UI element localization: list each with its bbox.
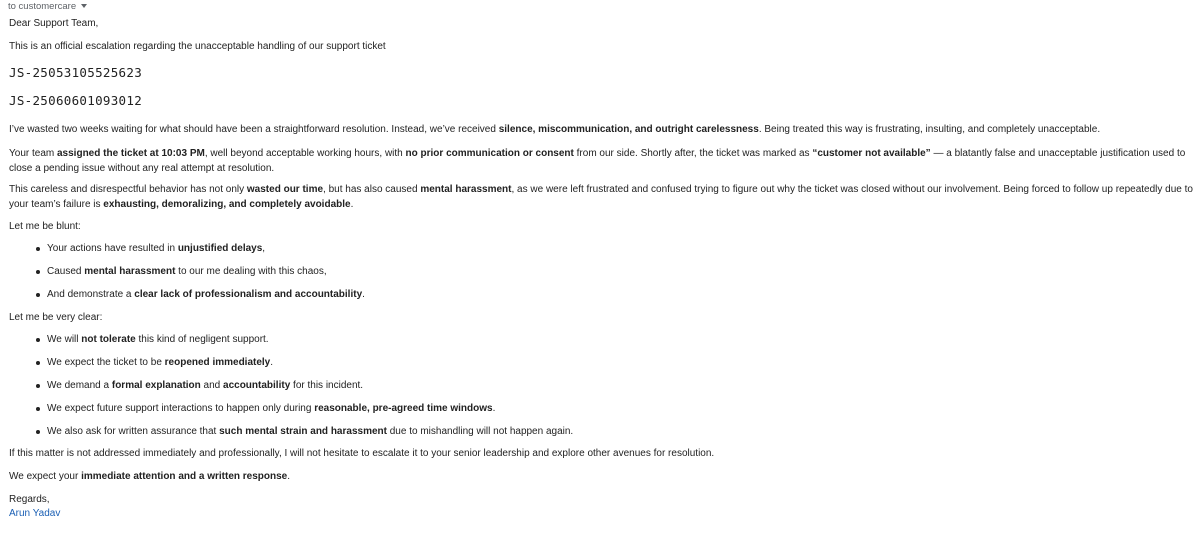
text: this kind of negligent support.: [135, 334, 269, 345]
bullet-icon: [36, 430, 40, 434]
paragraph-3: [9, 183, 1200, 212]
ticket-id: JS-25053105525623: [9, 65, 143, 80]
emphasis: formal explanation: [111, 380, 201, 391]
text: We demand a: [47, 380, 112, 391]
emphasis: immediate attention and a written response: [81, 471, 288, 482]
paragraph-1: [9, 123, 1100, 137]
emphasis: accountability: [223, 380, 291, 391]
clear-intro: Let me be very clear:: [9, 312, 103, 323]
emphasis: unjustified delays: [177, 243, 263, 254]
text: . Being treated this way is frustrating, insulting, and completely unacceptable.: [758, 124, 1101, 135]
ticket-id: JS-25060601093012: [9, 93, 143, 108]
text: We expect the ticket to be: [47, 357, 165, 368]
bullet-icon: [36, 407, 40, 411]
text: Your actions have resulted in: [47, 243, 178, 254]
emphasis: silence, miscommunication, and outright carelessness: [498, 124, 759, 135]
emphasis: not tolerate: [81, 334, 136, 345]
bullet-icon: [36, 338, 40, 342]
text: for this incident.: [290, 380, 364, 391]
emphasis: assigned the ticket at 10:03 PM: [57, 148, 205, 159]
emphasis: reopened immediately: [164, 357, 271, 368]
text: I’ve wasted two weeks waiting for what should have been a straightforward resolution. Instead, we’ve received: [9, 124, 499, 135]
emphasis: clear lack of professionalism and accountability: [134, 289, 363, 300]
bullet-icon: [36, 293, 40, 297]
emphasis: exhausting, demoralizing, and completely avoidable: [103, 198, 351, 210]
intro-text: This is an official escalation regarding the unacceptable handling of our support ticket: [9, 41, 386, 52]
blunt-intro: Let me be blunt:: [9, 221, 81, 232]
text: .: [362, 289, 365, 300]
emphasis: “customer not available”: [812, 148, 931, 159]
bullet-icon: [36, 247, 40, 251]
paragraph-2: [9, 147, 1200, 176]
text: — a blatantly false and unacceptable justification used to close a pending issue without any real attempt at resolution.: [9, 148, 1186, 174]
emphasis: no prior communication or consent: [405, 148, 574, 159]
paragraph-5: [9, 470, 290, 484]
text: Caused: [47, 266, 85, 277]
text: , as we were left frustrated and confused trying to figure out why the ticket was closed without our involvement. Being forced to follow up repeatedly due to your team’s failure is: [9, 184, 1193, 210]
text: .: [350, 198, 354, 210]
bullet-icon: [36, 361, 40, 365]
bullet-icon: [36, 270, 40, 274]
text: , well beyond acceptable working hours, with: [204, 148, 406, 159]
emphasis: wasted our time: [246, 184, 324, 195]
emphasis: reasonable, pre-agreed time windows: [314, 403, 493, 414]
text: to our me dealing with this chaos,: [175, 266, 327, 277]
text: and: [200, 380, 224, 391]
text: .: [492, 403, 496, 414]
recipient-dropdown[interactable]: [8, 1, 87, 12]
text: And demonstrate a: [47, 289, 135, 300]
bullet-icon: [36, 384, 40, 388]
text: This careless and disrespectful behavior has not only: [9, 184, 247, 195]
text: from our side. Shortly after, the ticket was marked as: [573, 148, 813, 159]
text: , but has also caused: [323, 184, 421, 195]
text: .: [287, 471, 291, 482]
paragraph-4: If this matter is not addressed immediately and professionally, I will not hesitate to escalate it to your senior leadership and explore other avenues for resolution.: [9, 448, 715, 459]
text: We will: [47, 334, 82, 345]
text: We expect future support interactions to happen only during: [47, 403, 315, 414]
text: We also ask for written assurance that: [47, 426, 220, 437]
text: ,: [262, 243, 266, 254]
emphasis: such mental strain and harassment: [219, 426, 387, 437]
text: Your team: [9, 148, 57, 159]
chevron-down-icon[interactable]: [81, 4, 87, 8]
text: .: [270, 357, 274, 368]
closing: Regards,: [9, 494, 50, 505]
emphasis: mental harassment: [420, 184, 512, 195]
emphasis: mental harassment: [84, 266, 176, 277]
signature: Arun Yadav: [9, 508, 61, 519]
recipient-label: to customercare: [8, 1, 77, 12]
greeting: Dear Support Team,: [9, 18, 99, 29]
text: We expect your: [9, 471, 82, 482]
text: due to mishandling will not happen again.: [386, 426, 574, 437]
